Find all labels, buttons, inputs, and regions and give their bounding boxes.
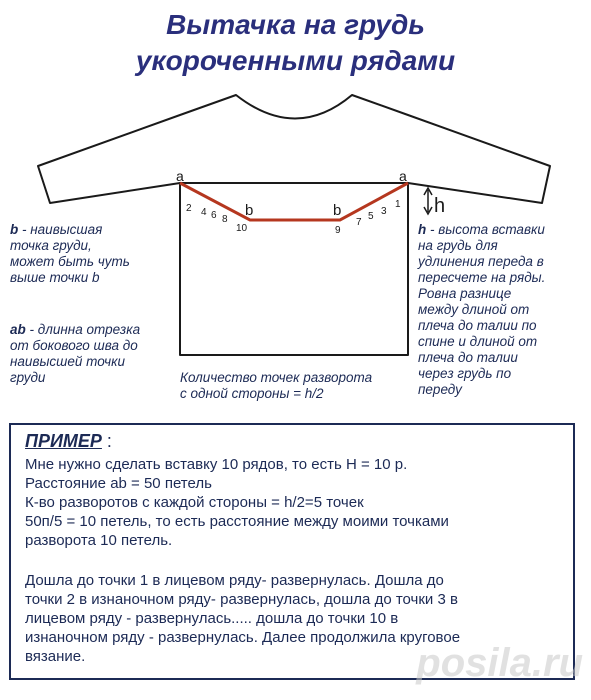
note-b — [10, 222, 130, 286]
point-b-right: b — [333, 202, 342, 219]
right-num-0: 9 — [335, 225, 341, 236]
left-num-3: 8 — [222, 214, 228, 225]
right-num-4: 1 — [395, 199, 401, 210]
note-h-line: между длиной от — [418, 302, 530, 317]
example-line: изнаночном ряду - развернулась. Далее продолжила круговое — [25, 629, 461, 646]
example-line: К-во разворотов с каждой стороны = h/2=5 точек — [25, 494, 364, 511]
note-ab-line: груди — [10, 370, 46, 385]
note-b-line: может быть чуть — [10, 254, 130, 269]
note-b-line: выше точки b — [10, 270, 100, 285]
example-line: разворота 10 петель. — [25, 532, 173, 549]
example-line: Дошла до точки 1 в лицевом ряду- развернулась. Дошла до — [25, 572, 444, 589]
note-b-label: b — [10, 222, 19, 237]
example-heading — [25, 431, 112, 452]
point-h: h — [434, 195, 446, 217]
note-h-line: переду — [418, 382, 462, 397]
note-h-line: плеча до талии — [418, 350, 518, 365]
point-b-left: b — [245, 202, 254, 219]
note-ab-label: ab — [10, 322, 26, 337]
left-num-2: 6 — [211, 210, 217, 221]
title-line-1: Вытачка на грудь — [166, 9, 425, 40]
example-heading-label: ПРИМЕР — [25, 431, 102, 451]
right-num-3: 3 — [381, 206, 387, 217]
note-h-line: плеча до талии по — [418, 318, 537, 333]
left-num-1: 4 — [201, 207, 207, 218]
note-h-line: Ровна разнице — [418, 286, 512, 301]
note-h-line: спине и длиной от — [418, 334, 538, 349]
note-h-line: пересчете на ряды. — [418, 270, 546, 285]
point-a-right: a — [399, 168, 407, 184]
note-h — [418, 222, 545, 398]
example-line: лицевом ряду - развернулась..... дошла до точки 10 в — [25, 610, 399, 627]
note-h-line: удлинения переда в — [418, 254, 544, 269]
example-line: Расстояние ab = 50 петель — [25, 475, 212, 492]
example-line: вязание. — [25, 648, 86, 665]
note-turns-line: с одной стороны = h/2 — [180, 386, 324, 401]
note-b-line: - наивысшая — [18, 222, 103, 237]
note-ab-line: от бокового шва до — [10, 338, 138, 353]
left-num-0: 2 — [186, 203, 192, 214]
right-num-2: 5 — [368, 211, 374, 222]
example-line: точки 2 в изнаночном ряду- развернулась, дошла до точки 3 в — [25, 591, 458, 608]
note-h-line: - высота вставки — [426, 222, 545, 237]
note-h-label: h — [418, 222, 427, 237]
example-heading-colon: : — [101, 431, 112, 451]
left-num-4: 10 — [236, 223, 248, 234]
title-line-2: укороченными рядами — [135, 45, 456, 76]
note-h-line: на грудь для — [418, 238, 498, 253]
note-b-line: точка груди, — [10, 238, 92, 253]
example-line: 50п/5 = 10 петель, то есть расстояние между моими точками — [25, 513, 449, 530]
point-a-left: a — [176, 168, 184, 184]
note-ab — [10, 322, 140, 386]
note-ab-line: наивысшей точки — [10, 354, 126, 369]
note-turns — [180, 370, 372, 402]
note-turns-line: Количество точек разворота — [180, 370, 373, 385]
note-ab-line: - длинна отрезка — [25, 322, 141, 337]
watermark: posila.ru — [416, 641, 583, 685]
example-line: Мне нужно сделать вставку 10 рядов, то есть Н = 10 р. — [25, 456, 408, 473]
note-h-line: через грудь по — [418, 366, 512, 381]
right-num-1: 7 — [356, 217, 362, 228]
